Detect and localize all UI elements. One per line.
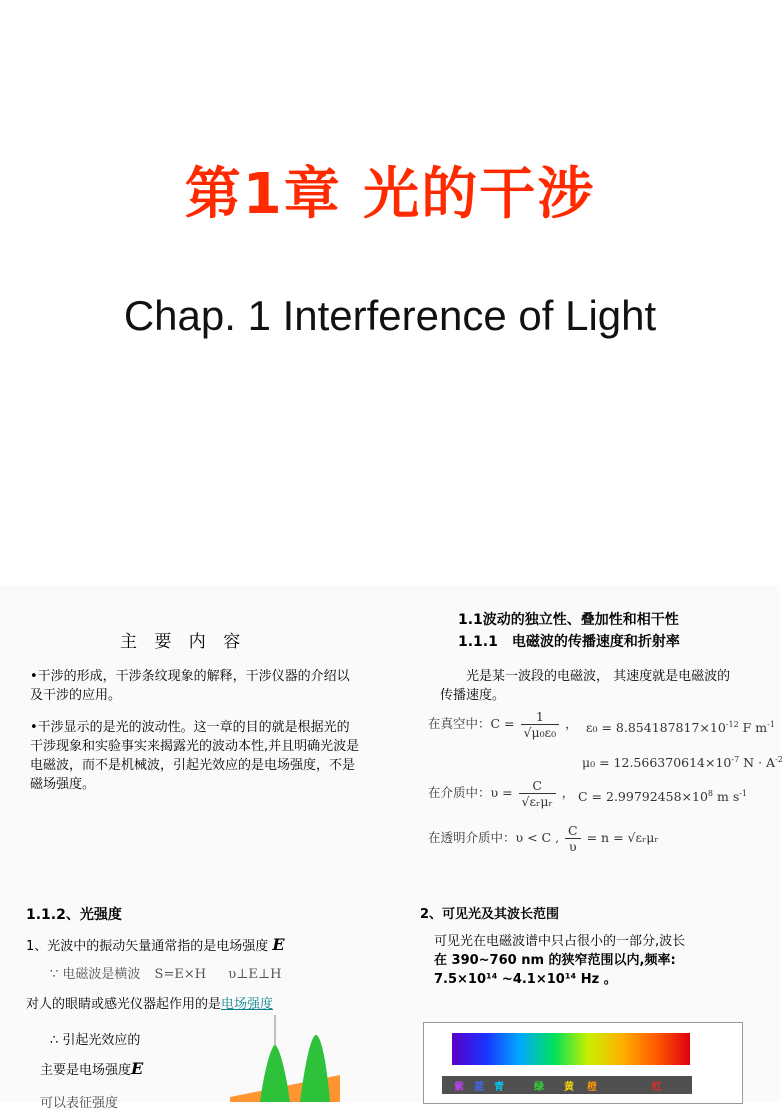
color-label: 绿 [534, 1082, 544, 1093]
section-heading: 1.1.2、光强度 [26, 907, 122, 923]
spectrum-bar [452, 1033, 690, 1065]
visible-light-text: 可见光在电磁波谱中只占很小的一部分,波长 [434, 934, 686, 949]
summary-heading: 主 要 内 容 [120, 632, 247, 652]
electric-field-link[interactable]: 电场强度 [221, 997, 274, 1012]
color-label: 黄 [564, 1082, 574, 1093]
vacuum-speed-formula: 在真空中：C = $\frac{1}{\text{√μ₀ε₀}}$ ， [428, 709, 578, 740]
eye-effect-line: 对人的眼睛或感光仪器起作用的是电场强度 [26, 997, 274, 1012]
em-wave-diagram [230, 1015, 340, 1102]
summary-slide [0, 585, 390, 875]
e-vector: E [131, 1059, 144, 1078]
color-label-strip [442, 1076, 692, 1094]
color-label: 蓝 [474, 1082, 484, 1093]
wavelength-range: 在 390~760 nm 的狭窄范围以内,频率: [434, 953, 676, 968]
color-label: 橙 [587, 1082, 597, 1093]
spectrum-figure [423, 1022, 743, 1104]
light-speed-formula: $C = 2.99792458\times 10^8$ m $s^{-1}$ [578, 789, 748, 805]
intro-text: 光是某一波段的电磁波， 其速度就是电磁波的传播速度。 [440, 669, 731, 703]
color-label: 红 [652, 1082, 662, 1093]
e-vector: E [272, 935, 285, 954]
point-1: 1、光波中的振动矢量通常指的是电场强度 E [26, 935, 285, 954]
chapter-subtitle: Chap. 1 Interference of Light [123, 292, 657, 339]
subsection-heading: 1.1.1 电磁波的传播速度和折射率 [458, 634, 680, 650]
color-label: 青 [494, 1082, 504, 1093]
em-wave-slide [390, 585, 783, 875]
medium-speed-formula: 在介质中：υ = $\frac{C}{\text{√εᵣμᵣ}}$ ， [428, 778, 575, 809]
therefore-line: ∴ 引起光效应的 [50, 1033, 141, 1048]
frequency-range: 7.5×10¹⁴ ~4.1×10¹⁴ Hz 。 [434, 972, 617, 987]
electric-wave [300, 1035, 330, 1102]
summary-bullet: •干涉的形成，干涉条纹现象的解释，干涉仪器的介绍以及干涉的应用。 [30, 669, 350, 703]
main-effect-line: 主要是电场强度E [40, 1059, 144, 1078]
truncated-line: 可以表征强度 [40, 1096, 119, 1111]
intensity-slide [0, 875, 390, 1111]
chapter-title: 第1章 光的干涉 [184, 162, 596, 227]
electric-wave [260, 1045, 290, 1102]
section-heading: 1.1波动的独立性、叠加性和相干性 [458, 612, 679, 628]
refractive-index-formula: 在透明介质中：υ < C , $\frac{C}{\upsilon}$ = n = √εᵣμᵣ [428, 823, 659, 854]
summary-bullet: •干涉显示的是光的波动性。这一章的目的就是根据光的干涉现象和实验事实来揭露光的波动本性,并且明确光波是电磁波，而不是机械波，引起光效应的是电场强度，不是磁场强度。 [30, 720, 360, 792]
permeability-formula: $\mu_0 = 12.566370614\times 10^{-7}$ $N \cdot A^{-2}$ [582, 755, 783, 771]
color-label: 紫 [454, 1082, 464, 1093]
permittivity-formula: $\varepsilon_0 = 8.854187817\times 10^{-12}$ F $m^{-1}$ [586, 720, 775, 736]
transverse-wave-line: ∵ 电磁波是横波 S=E×H υ⊥E⊥H [50, 967, 282, 982]
section-heading: 2、可见光及其波长范围 [420, 907, 560, 922]
